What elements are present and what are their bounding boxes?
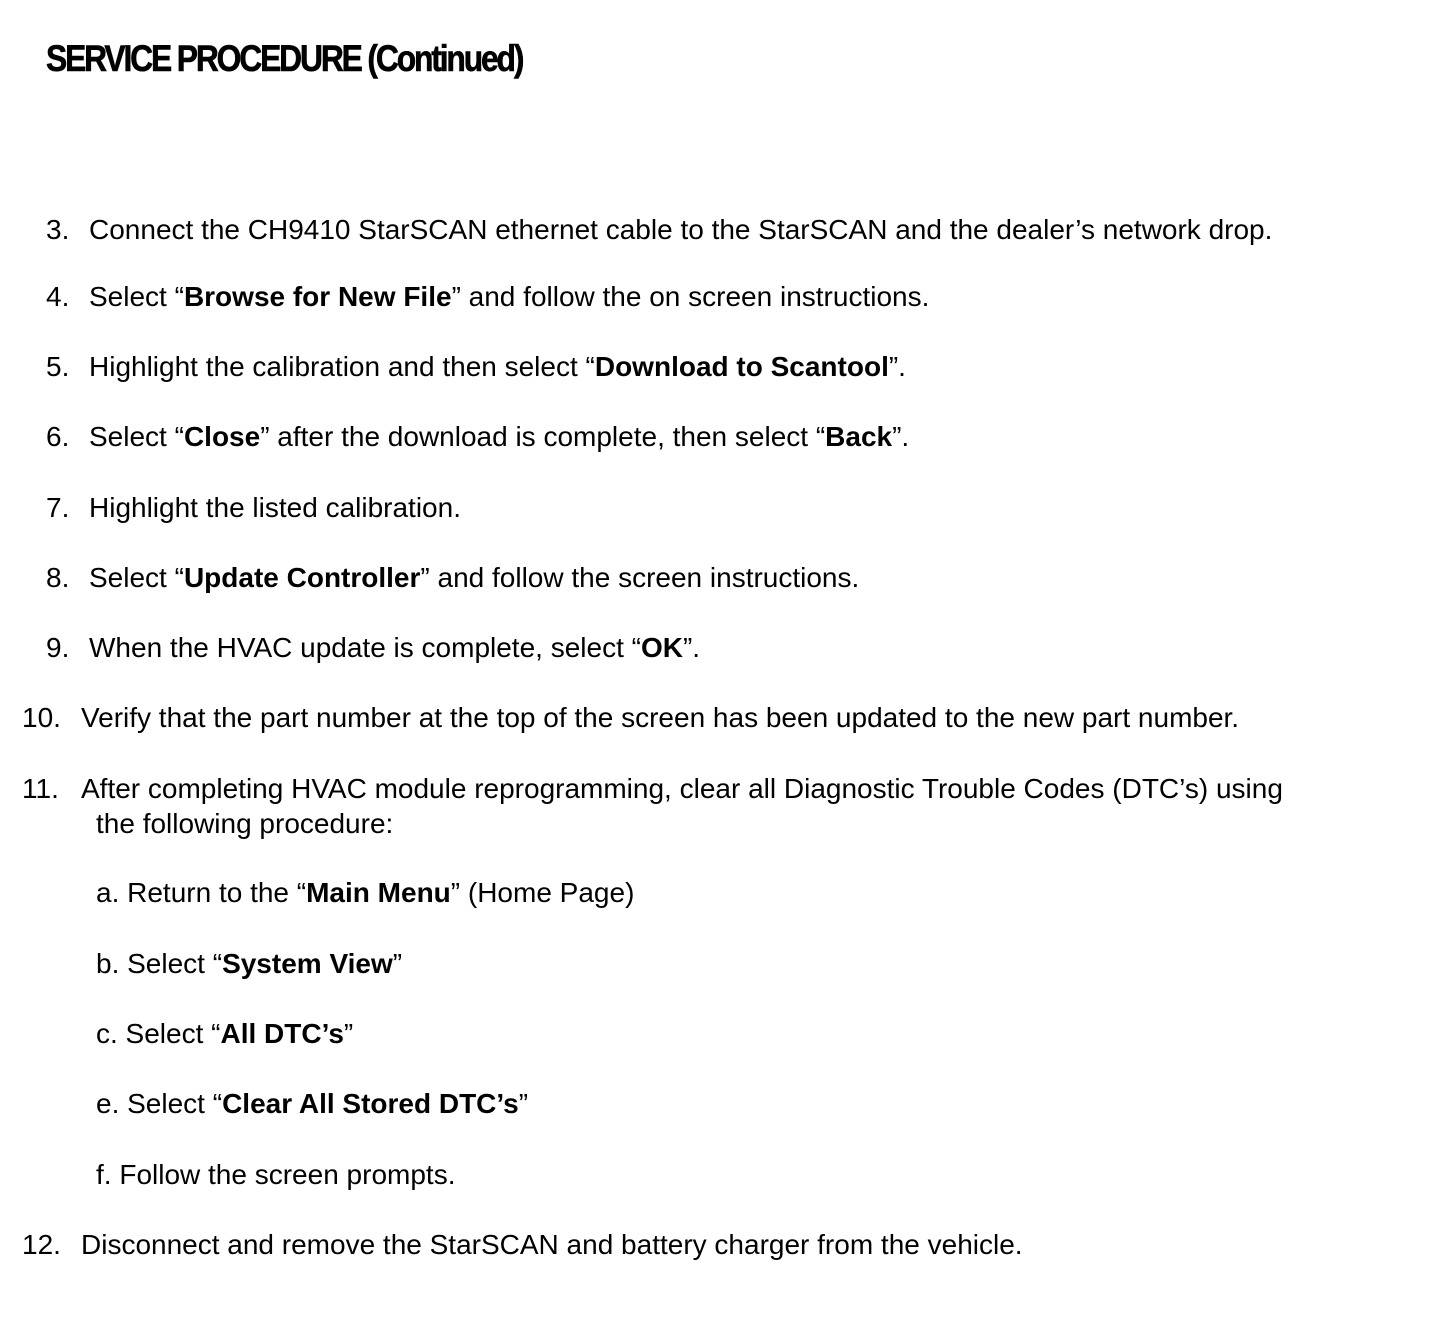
step-number: 12. [22,1229,61,1260]
step-text: Connect the CH9410 StarSCAN ethernet cable to the StarSCAN and the dealer’s network drop. [89,214,1273,245]
step-text: Select “Update Controller” and follow the screen instructions. [89,562,860,593]
ui-label-browse-for-new-file: Browse for New File [183,281,452,312]
substep-text: f. Follow the screen prompts. [96,1159,456,1190]
substep-text: c. Select “All DTC’s” [96,1018,354,1049]
step-text: Highlight the calibration and then select “Download to Scantool”. [89,351,906,382]
step-number: 11. [22,773,59,804]
ui-label-close: Close [183,421,261,452]
step-number: 4. [46,281,70,312]
step-number: 10. [22,702,61,733]
step-number: 5. [46,351,70,382]
step-text: After completing HVAC module reprogramming, clear all Diagnostic Trouble Codes (DTC’s) using [81,773,1283,804]
step-text: When the HVAC update is complete, select “OK”. [89,632,701,663]
ui-label-main-menu: Main Menu [306,877,451,908]
step-number: 8. [46,562,70,593]
ui-label-ok: OK [640,632,683,663]
ui-label-download-to-scantool: Download to Scantool [594,351,889,382]
ui-label-update-controller: Update Controller [183,562,421,593]
step-text: Verify that the part number at the top of the screen has been updated to the new part number. [81,702,1240,733]
ui-label-all-dtcs: All DTC’s [220,1018,344,1049]
step-text: Select “Browse for New File” and follow the on screen instructions. [89,281,930,312]
substep-text: e. Select “Clear All Stored DTC’s” [96,1088,529,1119]
step-text: Highlight the listed calibration. [89,492,461,523]
step-text: Select “Close” after the download is complete, then select “Back”. [89,421,910,452]
step-number: 3. [46,214,70,245]
page-title: SERVICE PROCEDURE (Continued) [46,38,523,79]
step-number: 6. [46,421,70,452]
step-text: Disconnect and remove the StarSCAN and battery charger from the vehicle. [81,1229,1023,1260]
step-number: 9. [46,632,70,663]
substep-text: a. Return to the “Main Menu” (Home Page) [96,877,635,908]
step-number: 7. [46,492,70,523]
ui-label-back: Back [825,421,893,452]
substep-text: b. Select “System View” [96,948,403,979]
ui-label-system-view: System View [222,948,393,979]
ui-label-clear-all-stored-dtcs: Clear All Stored DTC’s [222,1088,519,1119]
step-text: the following procedure: [96,808,394,839]
